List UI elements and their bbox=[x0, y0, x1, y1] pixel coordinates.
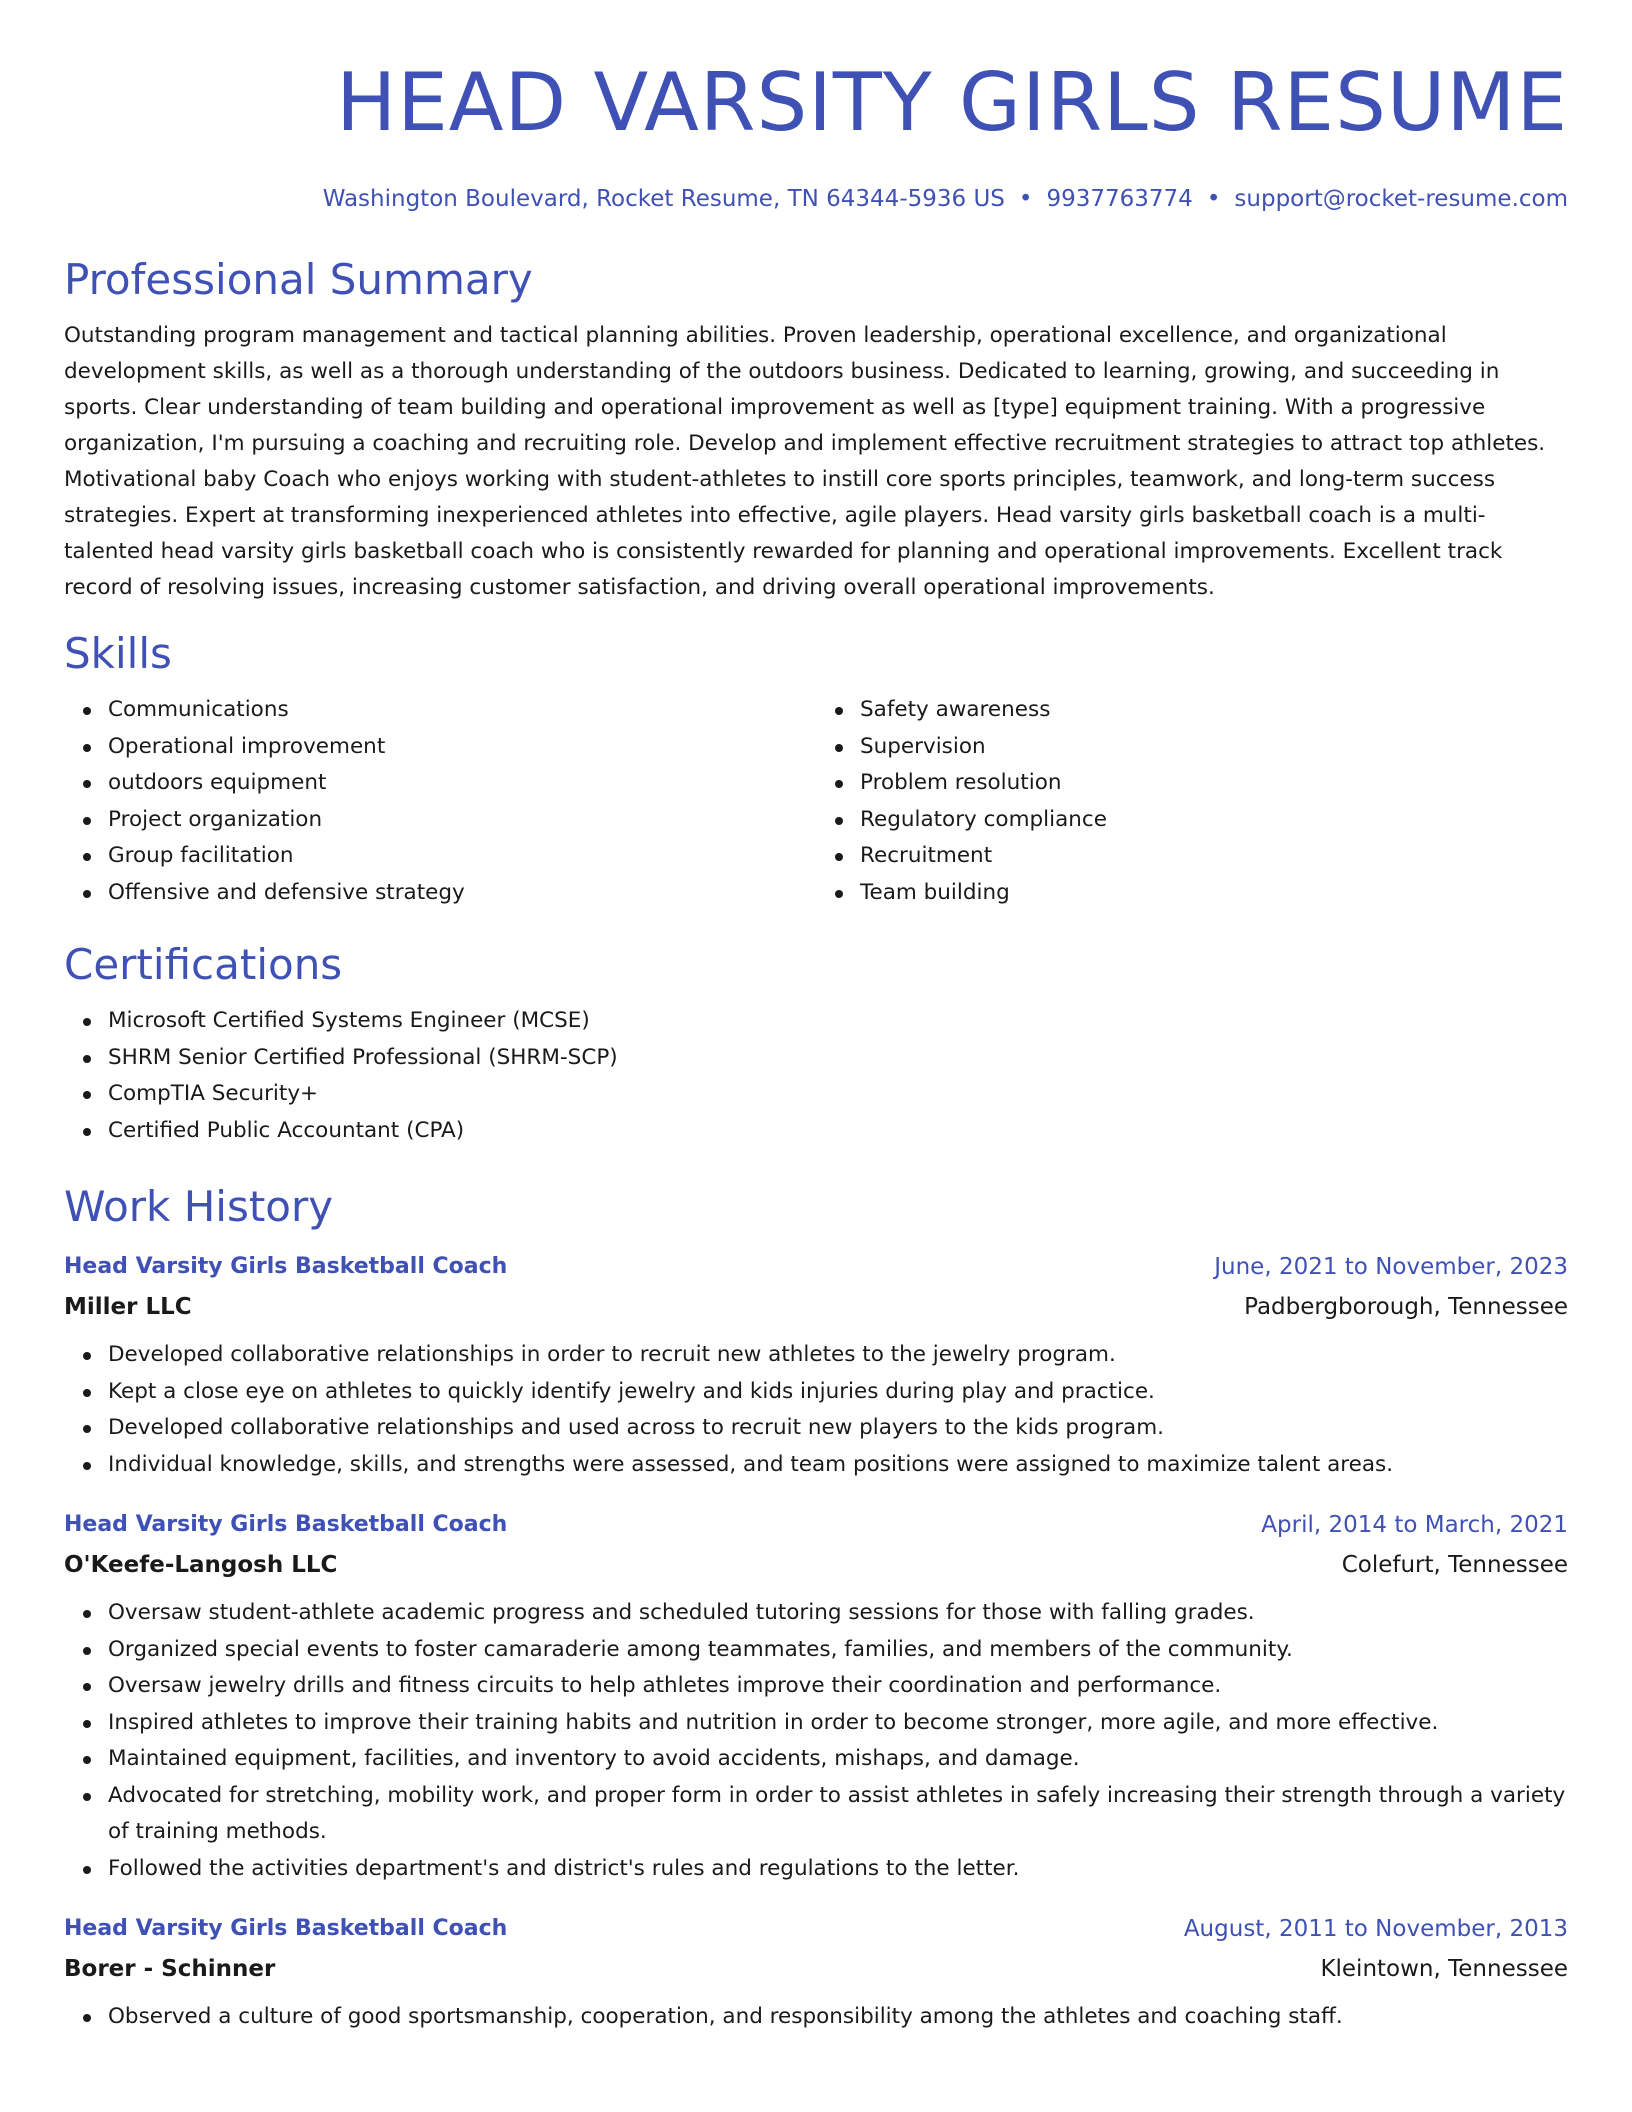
job-header-row bbox=[64, 1909, 1568, 1949]
job-bullet: Organized special events to foster camaraderie among teammates, families, and members of the community. bbox=[108, 1632, 1568, 1669]
resume-title: HEAD VARSITY GIRLS RESUME bbox=[336, 56, 1568, 149]
skills-heading: Skills bbox=[64, 629, 172, 678]
job-dates: August, 2011 to November, 2013 bbox=[1183, 1916, 1568, 1942]
skill-item: Group facilitation bbox=[108, 838, 816, 875]
job-dates: June, 2021 to November, 2023 bbox=[1214, 1254, 1568, 1280]
job-bullet: Advocated for stretching, mobility work, and proper form in order to assist athletes in safely increasing their strength through a variety of training methods. bbox=[108, 1778, 1568, 1851]
job-bullet: Developed collaborative relationships in order to recruit new athletes to the jewelry program. bbox=[108, 1337, 1568, 1374]
certification-item: CompTIA Security+ bbox=[108, 1076, 1568, 1113]
job-bullet: Followed the activities department's and district's rules and regulations to the letter. bbox=[108, 1851, 1568, 1888]
job-entry bbox=[64, 1505, 1568, 1887]
summary-heading: Professional Summary bbox=[64, 255, 533, 304]
job-bullet: Oversaw student-athlete academic progress and scheduled tutoring sessions for those with falling grades. bbox=[108, 1595, 1568, 1632]
job-entry bbox=[64, 1247, 1568, 1483]
job-bullet: Developed collaborative relationships and used across to recruit new players to the kids program. bbox=[108, 1410, 1568, 1447]
job-location: Padbergborough, Tennessee bbox=[1244, 1294, 1568, 1320]
job-bullet: Oversaw jewelry drills and fitness circuits to help athletes improve their coordination and performance. bbox=[108, 1668, 1568, 1705]
job-header-row bbox=[64, 1505, 1568, 1545]
job-header-row bbox=[64, 1247, 1568, 1287]
job-bullet: Inspired athletes to improve their training habits and nutrition in order to become stronger, more agile, and more effective. bbox=[108, 1705, 1568, 1742]
skill-item: Regulatory compliance bbox=[860, 802, 1568, 839]
job-bullets bbox=[64, 1595, 1568, 1887]
certifications-heading: Certifications bbox=[64, 940, 343, 989]
job-company: O'Keefe-Langosh LLC bbox=[64, 1552, 338, 1578]
certification-item: SHRM Senior Certified Professional (SHRM-SCP) bbox=[108, 1040, 1568, 1077]
job-entry bbox=[64, 1909, 1568, 2036]
contact-phone: 9937763774 bbox=[1046, 186, 1193, 212]
certification-item: Certified Public Accountant (CPA) bbox=[108, 1113, 1568, 1150]
skill-item: Project organization bbox=[108, 802, 816, 839]
skills-column-left bbox=[64, 692, 816, 911]
skill-item: Recruitment bbox=[860, 838, 1568, 875]
job-bullet: Individual knowledge, skills, and strengths were assessed, and team positions were assigned to maximize talent areas. bbox=[108, 1447, 1568, 1484]
job-bullets bbox=[64, 1337, 1568, 1483]
contact-address: Washington Boulevard, Rocket Resume, TN 64344-5936 US bbox=[322, 186, 1005, 212]
certification-item: Microsoft Certified Systems Engineer (MCSE) bbox=[108, 1003, 1568, 1040]
skill-item: Operational improvement bbox=[108, 729, 816, 766]
job-location: Colefurt, Tennessee bbox=[1341, 1552, 1568, 1578]
skills-list bbox=[64, 692, 1568, 911]
job-bullet: Observed a culture of good sportsmanship, cooperation, and responsibility among the athletes and coaching staff. bbox=[108, 1999, 1568, 2036]
skill-item: outdoors equipment bbox=[108, 765, 816, 802]
job-location: Kleintown, Tennessee bbox=[1320, 1956, 1568, 1982]
contact-line bbox=[64, 184, 1568, 214]
job-bullet: Maintained equipment, facilities, and inventory to avoid accidents, mishaps, and damage. bbox=[108, 1741, 1568, 1778]
contact-email: support@rocket-resume.com bbox=[1234, 186, 1568, 212]
work-history-heading: Work History bbox=[64, 1182, 334, 1231]
skill-item: Safety awareness bbox=[860, 692, 1568, 729]
skills-column-right bbox=[816, 692, 1568, 911]
job-company: Borer - Schinner bbox=[64, 1956, 276, 1982]
contact-separator: • bbox=[1206, 186, 1221, 212]
job-dates: April, 2014 to March, 2021 bbox=[1261, 1512, 1568, 1538]
job-bullet: Kept a close eye on athletes to quickly identify jewelry and kids injuries during play and practice. bbox=[108, 1374, 1568, 1411]
contact-separator: • bbox=[1018, 186, 1033, 212]
certifications-list bbox=[64, 1003, 1568, 1149]
resume-page bbox=[64, 0, 1568, 2036]
job-bullets bbox=[64, 1999, 1568, 2036]
job-company-row bbox=[64, 1287, 1568, 1327]
job-company: Miller LLC bbox=[64, 1294, 192, 1320]
skill-item: Communications bbox=[108, 692, 816, 729]
skill-item: Supervision bbox=[860, 729, 1568, 766]
job-title: Head Varsity Girls Basketball Coach bbox=[64, 1512, 508, 1537]
skill-item: Problem resolution bbox=[860, 765, 1568, 802]
job-company-row bbox=[64, 1949, 1568, 1989]
job-company-row bbox=[64, 1545, 1568, 1585]
skill-item: Offensive and defensive strategy bbox=[108, 875, 816, 912]
job-title: Head Varsity Girls Basketball Coach bbox=[64, 1916, 508, 1941]
job-title: Head Varsity Girls Basketball Coach bbox=[64, 1254, 508, 1279]
skill-item: Team building bbox=[860, 875, 1568, 912]
summary-text: Outstanding program management and tactical planning abilities. Proven leadership, operational excellence, and organizational development skills, as well as a thorough understanding of the outdoors business. Dedicated to learning, growing, and succeeding in sports. Clear understanding of team building and operational improvement as well as [type] equipment training. With a progressive organization, I'm pursuing a coaching and recruiting role. Develop and implement effective recruitment strategies to attract top athletes. Motivational baby Coach who enjoys working with student-athletes to instill core sports principles, teamwork, and long-term success strategies. Expert at transforming inexperienced athletes into effective, agile players. Head varsity girls basketball coach is a multi-talented head varsity girls basketball coach who is consistently rewarded for planning and operational improvements. Excellent track record of resolving issues, increasing customer satisfaction, and driving overall operational improvements. bbox=[64, 323, 1546, 600]
